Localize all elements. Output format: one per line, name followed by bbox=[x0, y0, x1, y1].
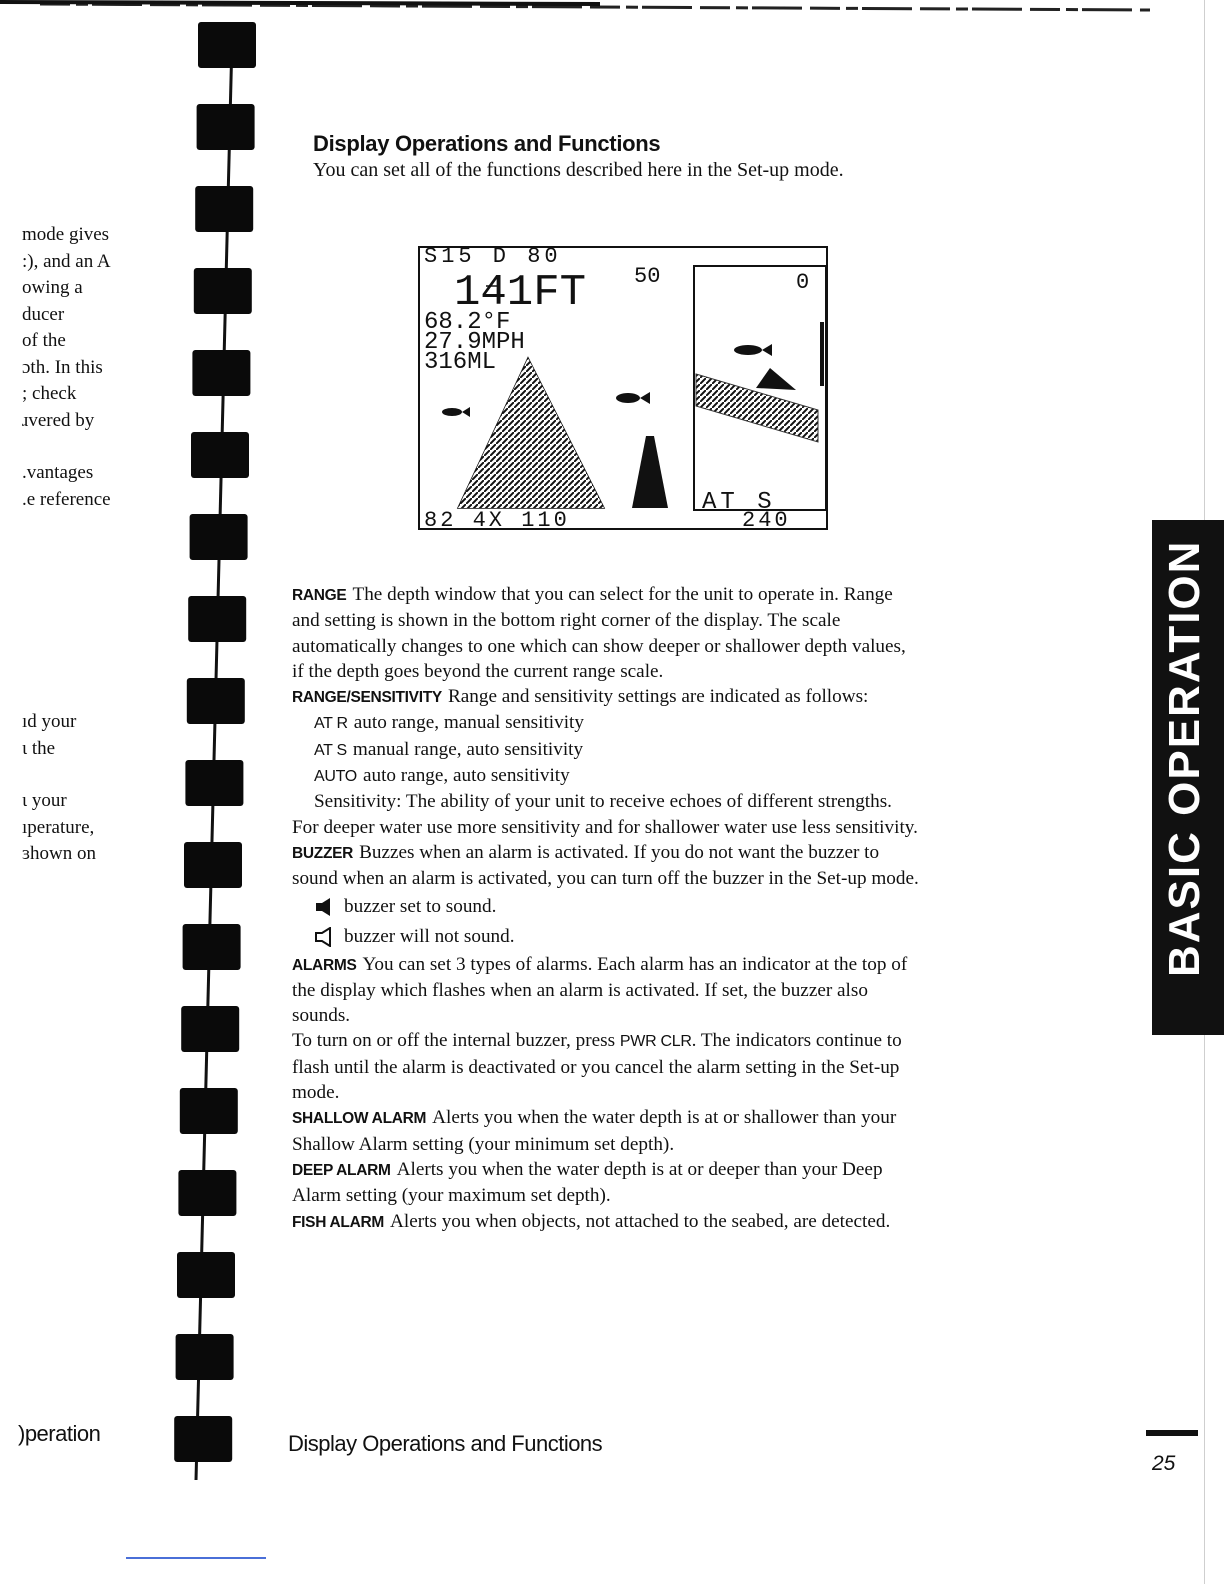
shallow-alarm-paragraph: SHALLOW ALARM Alerts you when the water depth is at or shallower than your Shallow Alarm setting (your minimum set depth). bbox=[292, 1107, 897, 1155]
body-text bbox=[292, 582, 922, 1235]
list-item: AUTO auto range, auto sensitivity bbox=[314, 765, 570, 787]
top-status-row: S15 D 80 bbox=[424, 246, 562, 269]
footer-title: Display Operations and Functions bbox=[288, 1431, 603, 1456]
range-mode: AT S bbox=[702, 489, 776, 516]
facing-line: :), and an A bbox=[22, 250, 111, 272]
page-number: 25 bbox=[1152, 1452, 1176, 1475]
distance-readout: 316ML bbox=[424, 349, 497, 376]
facing-line: .e reference bbox=[22, 488, 111, 510]
facing-line: ıd your bbox=[22, 711, 77, 732]
binding-coil bbox=[198, 22, 256, 68]
footer-left-text: )peration bbox=[18, 1421, 101, 1446]
binding-coil bbox=[178, 1170, 236, 1216]
binding-coil bbox=[195, 186, 253, 232]
section-tab-label: BASIC OPERATION bbox=[1160, 540, 1209, 978]
range-sensitivity-term: RANGE/SENSITIVITY bbox=[292, 689, 442, 707]
shallow-alarm-term: SHALLOW ALARM bbox=[292, 1110, 427, 1128]
buzzer-off-row: buzzer will not sound. bbox=[292, 922, 922, 952]
binding-coil bbox=[194, 268, 252, 314]
bottom-rule bbox=[126, 1557, 266, 1559]
speaker-on-icon bbox=[314, 897, 334, 917]
binding-coil bbox=[177, 1252, 235, 1298]
list-item: AT R auto range, manual sensitivity bbox=[314, 712, 584, 734]
temperature-readout: 68.2°F bbox=[424, 309, 511, 336]
depth-readout: 141FT bbox=[454, 268, 587, 318]
binding-coil bbox=[180, 1088, 238, 1134]
facing-line: ɹvered by bbox=[22, 409, 95, 431]
binding-coil bbox=[192, 350, 250, 396]
fish-alarm-term: FISH ALARM bbox=[292, 1213, 384, 1231]
range-bottom-label: 240 bbox=[742, 508, 791, 530]
facing-line: ; check bbox=[22, 383, 77, 404]
alarms-term: ALARMS bbox=[292, 956, 357, 974]
page-number-bar bbox=[1146, 1430, 1198, 1436]
binding-coil bbox=[197, 104, 255, 150]
alarms-paragraph-2: To turn on or off the internal buzzer, press PWR CLR. The indicators continue to flash until the alarm is deactivated or you cancel the alarm setting in the Set-up mode. bbox=[292, 1030, 902, 1104]
speed-readout: 27.9MPH bbox=[424, 329, 525, 356]
page-title: Display Operations and Functions bbox=[313, 131, 661, 156]
binding-coil bbox=[176, 1334, 234, 1380]
speaker-off-icon bbox=[314, 927, 334, 947]
binding-coil bbox=[185, 760, 243, 806]
buzzer-term: BUZZER bbox=[292, 844, 354, 862]
zero-label: 0 bbox=[796, 270, 810, 295]
binding-coil bbox=[188, 596, 246, 642]
facing-line: of the bbox=[22, 330, 66, 351]
facing-line: ι the bbox=[22, 737, 56, 759]
facing-page-text bbox=[22, 222, 152, 868]
range-sensitivity-paragraph: RANGE/SENSITIVITY Range and sensitivity settings are indicated as follows: bbox=[292, 686, 869, 708]
range-paragraph: RANGE The depth window that you can select for the unit to operate in. Range and setting is shown in the bottom right corner of the display. The scale automatically changes to one which can show deeper or shallower depth values, if the depth goes beyond the current range scale. bbox=[292, 584, 906, 682]
facing-line: ι your bbox=[22, 790, 67, 811]
facing-line: .vantages bbox=[22, 462, 94, 483]
binding-coil bbox=[191, 432, 249, 478]
list-item: AT S manual range, auto sensitivity bbox=[314, 738, 584, 760]
range-top-label: 50 bbox=[634, 264, 661, 289]
binding-coil bbox=[190, 514, 248, 560]
sensitivity-paragraph: Sensitivity: The ability of your unit to receive echoes of different strengths. For deeper water use more sensitivity and for shallower water use less sensitivity. bbox=[292, 791, 918, 838]
binding-coil bbox=[187, 678, 245, 724]
alarms-paragraph: ALARMS You can set 3 types of alarms. Each alarm has an indicator at the top of the display which flashes when an alarm is activated. If set, the buzzer also sounds. bbox=[292, 953, 908, 1027]
deep-alarm-term: DEEP ALARM bbox=[292, 1161, 391, 1179]
fish-alarm-paragraph: FISH ALARM Alerts you when objects, not attached to the seabed, are detected. bbox=[292, 1210, 891, 1232]
facing-line: ıperature, bbox=[22, 816, 95, 838]
facing-line: mode gives bbox=[22, 224, 110, 245]
spiral-binding bbox=[160, 0, 270, 1584]
lcd-display bbox=[418, 246, 828, 530]
facing-line: ɔth. In this bbox=[22, 356, 103, 378]
buzzer-on-row: buzzer set to sound. bbox=[292, 892, 922, 922]
intro-text: You can set all of the functions described here in the Set-up mode. bbox=[313, 159, 844, 181]
facing-line: ɜhown on bbox=[22, 843, 96, 864]
facing-line: ducer bbox=[22, 303, 65, 325]
pwr-clr-key: PWR CLR bbox=[619, 1033, 692, 1051]
facing-line: owing a bbox=[22, 277, 83, 298]
binding-coil bbox=[181, 1006, 239, 1052]
range-term: RANGE bbox=[292, 587, 347, 604]
binding-coil bbox=[184, 842, 242, 888]
binding-coil bbox=[183, 924, 241, 970]
bottom-status-left: 82 4X 110 bbox=[424, 508, 570, 530]
deep-alarm-paragraph: DEEP ALARM Alerts you when the water depth is at or deeper than your Deep Alarm setting (your maximum set depth). bbox=[292, 1158, 883, 1207]
binding-coil bbox=[174, 1416, 232, 1462]
buzzer-paragraph: BUZZER Buzzes when an alarm is activated. If you do not want the buzzer to sound when an alarm is activated, you can turn off the buzzer in the Set-up mode. bbox=[292, 841, 919, 890]
